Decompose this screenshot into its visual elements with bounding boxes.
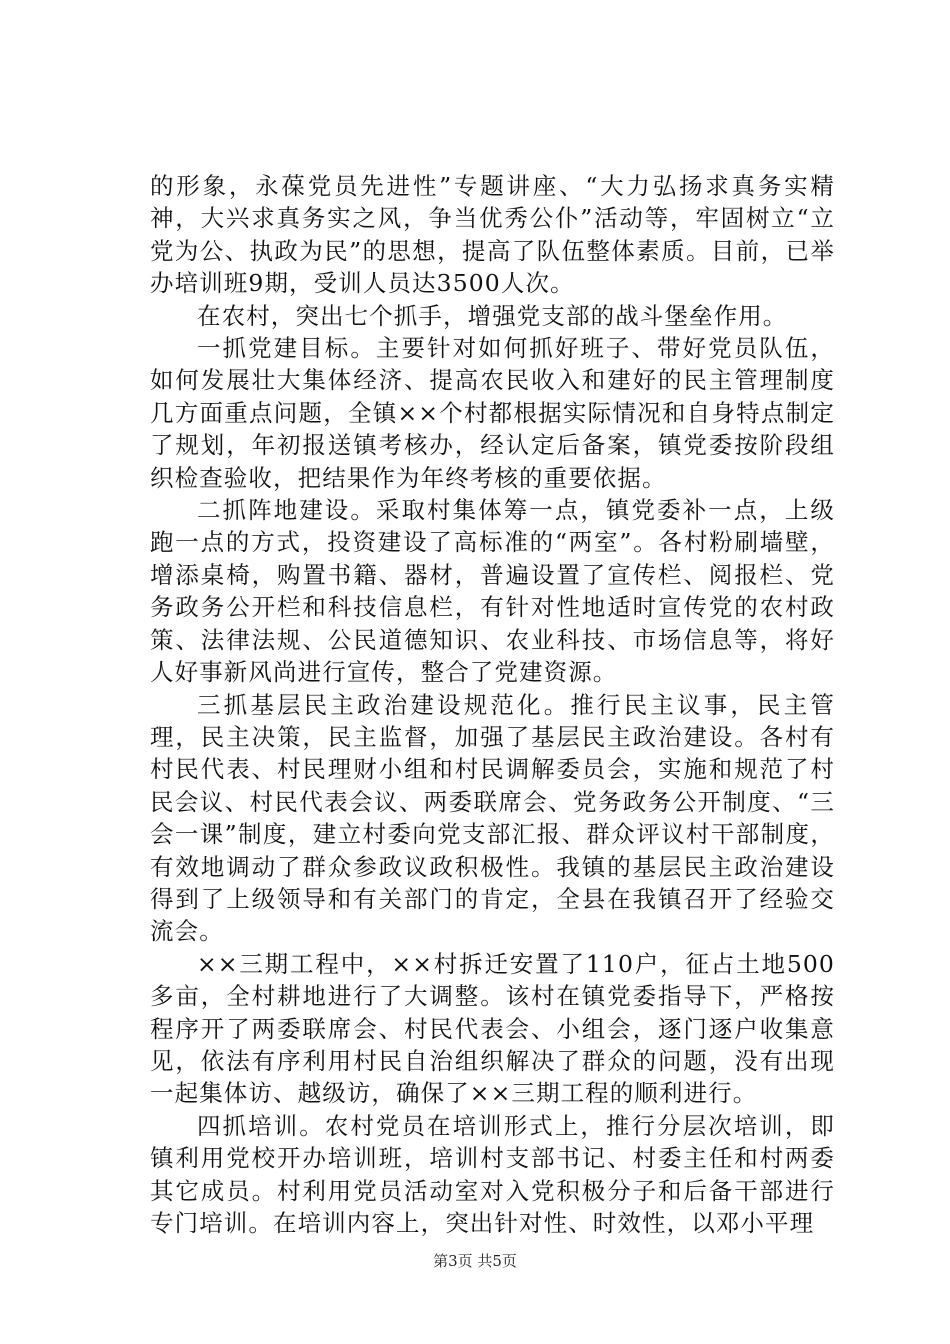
paragraph-1: 的形象，永葆党员先进性”专题讲座、“大力弘扬求真务实精神，大兴求真务实之风，争当优秀公仆”活动等，牢固树立“立党为公、执政为民”的思想，提高了队伍整体素质。目前，已举办培训班9期，受训人员达3500人次。 [150, 172, 835, 298]
document-body [150, 170, 835, 1239]
paragraph-2: 在农村，突出七个抓手，增强党支部的战斗堡垒作用。 [197, 301, 788, 330]
paragraph-4: 二抓阵地建设。采取村集体筹一点，镇党委补一点，上级跑一点的方式，投资建设了高标准的“两室”。各村粉刷墙壁，增添桌椅，购置书籍、器材，普遍设置了宣传栏、阅报栏、党务政务公开栏和科技信息栏，有针对性地适时宣传党的农村政策、法律法规、公民道德知识、农业科技、市场信息等，将好人好事新风尚进行宣传，整合了党建资源。 [150, 496, 835, 687]
paragraph-6: ××三期工程中，××村拆迁安置了110户，征占土地500多亩，全村耕地进行了大调整。该村在镇党委指导下，严格按程序开了两委联席会、村民代表会、小组会，逐门逐户收集意见，依法有序利用村民自治组织解决了群众的问题，没有出现一起集体访、越级访，确保了××三期工程的顺利进行。 [150, 949, 835, 1108]
paragraph-3: 一抓党建目标。主要针对如何抓好班子、带好党员队伍，如何发展壮大集体经济、提高农民收入和建好的民主管理制度几方面重点问题，全镇××个村都根据实际情况和自身特点制定了规划，年初报送镇考核办，经认定后备案，镇党委按阶段组织检查验收，把结果作为年终考核的重要依据。 [150, 334, 835, 492]
paragraph-5: 三抓基层民主政治建设规范化。推行民主议事，民主管理，民主决策，民主监督，加强了基层民主政治建设。各村有村民代表、村民理财小组和村民调解委员会，实施和规范了村民会议、村民代表会议、两委联席会、党务政务公开制度、“三会一课”制度，建立村委向党支部汇报、群众评议村干部制度，有效地调动了群众参政议政积极性。我镇的基层民主政治建设得到了上级领导和有关部门的肯定，全县在我镇召开了经验交流会。 [150, 690, 835, 946]
page-number-footer: 第3页 共5页 [433, 1252, 517, 1270]
paragraph-7: 四抓培训。农村党员在培训形式上，推行分层次培训，即镇利用党校开办培训班，培训村支部书记、村委主任和村两委其它成员。村利用党员活动室对入党积极分子和后备干部进行专门培训。在培训内容上，突出针对性、时效性，以邓小平理 [150, 1111, 835, 1237]
